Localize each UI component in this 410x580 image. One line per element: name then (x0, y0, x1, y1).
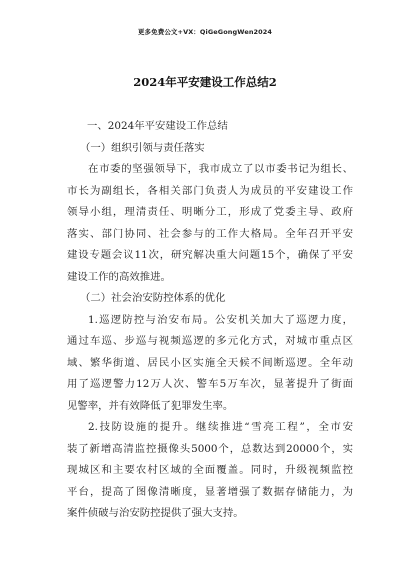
paragraph-line: 建设专题会议11次，研究解决重大问题15个，确保了平安 (67, 249, 353, 261)
subsection-heading: （二）社会治安防控体系的优化 (80, 292, 226, 304)
paragraph-line: 市长为副组长，各相关部门负责人为成员的平安建设工作 (67, 184, 353, 197)
paragraph-line: 案件侦破与治安防控提供了强大支持。 (67, 507, 244, 519)
paragraph-line: 落实、部门协同、社会参与的工作大格局。全年召开平安 (67, 227, 353, 240)
paragraph (67, 310, 353, 418)
document-body (67, 116, 353, 525)
paragraph-line: 用了巡逻警力12万人次、警车5万车次，显著提升了街面 (67, 378, 353, 390)
section-heading: 一、2024年平安建设工作总结 (87, 120, 228, 132)
paragraph (67, 417, 353, 525)
document-title: 2024年平安建设工作总结2 (133, 75, 277, 89)
paragraph-line: 现城区和主要农村区域的全面覆盖。同时，升级视频监控 (67, 464, 353, 476)
paragraph-line: 见警率，并有效降低了犯罪发生率。 (67, 399, 234, 412)
paragraph-line: 1.巡逻防控与治安布局。公安机关加大了巡逻力度， (88, 313, 353, 326)
paragraph-line: 域、繁华街道、居民小区实施全天候不间断巡逻。全年动 (67, 356, 353, 369)
paragraph-line: 在市委的坚强领导下，我市成立了以市委书记为组长、 (88, 163, 353, 175)
paragraph-line: 领导小组，理清责任、明晰分工，形成了党委主导、政府 (67, 206, 353, 218)
subsection-heading: （一）组织引领与责任落实 (80, 141, 205, 154)
paragraph-line: 平台，提高了图像清晰度，显著增强了数据存储能力，为 (67, 485, 353, 498)
paragraph-line: 2.技防设施的提升。继续推进“雪亮工程”，全市安 (88, 421, 353, 433)
paragraph-line: 装了新增高清监控摄像头5000个，总数达到20000个，实 (67, 442, 353, 455)
paragraph-line: 通过车巡、步巡与视频巡逻的多元化方式，对城市重点区 (67, 335, 353, 347)
paragraph-line: 建设工作的高效推进。 (67, 270, 171, 283)
header-note: 更多免费公文+VX：QiGeGongWen2024 (137, 28, 273, 36)
paragraph (67, 159, 353, 288)
